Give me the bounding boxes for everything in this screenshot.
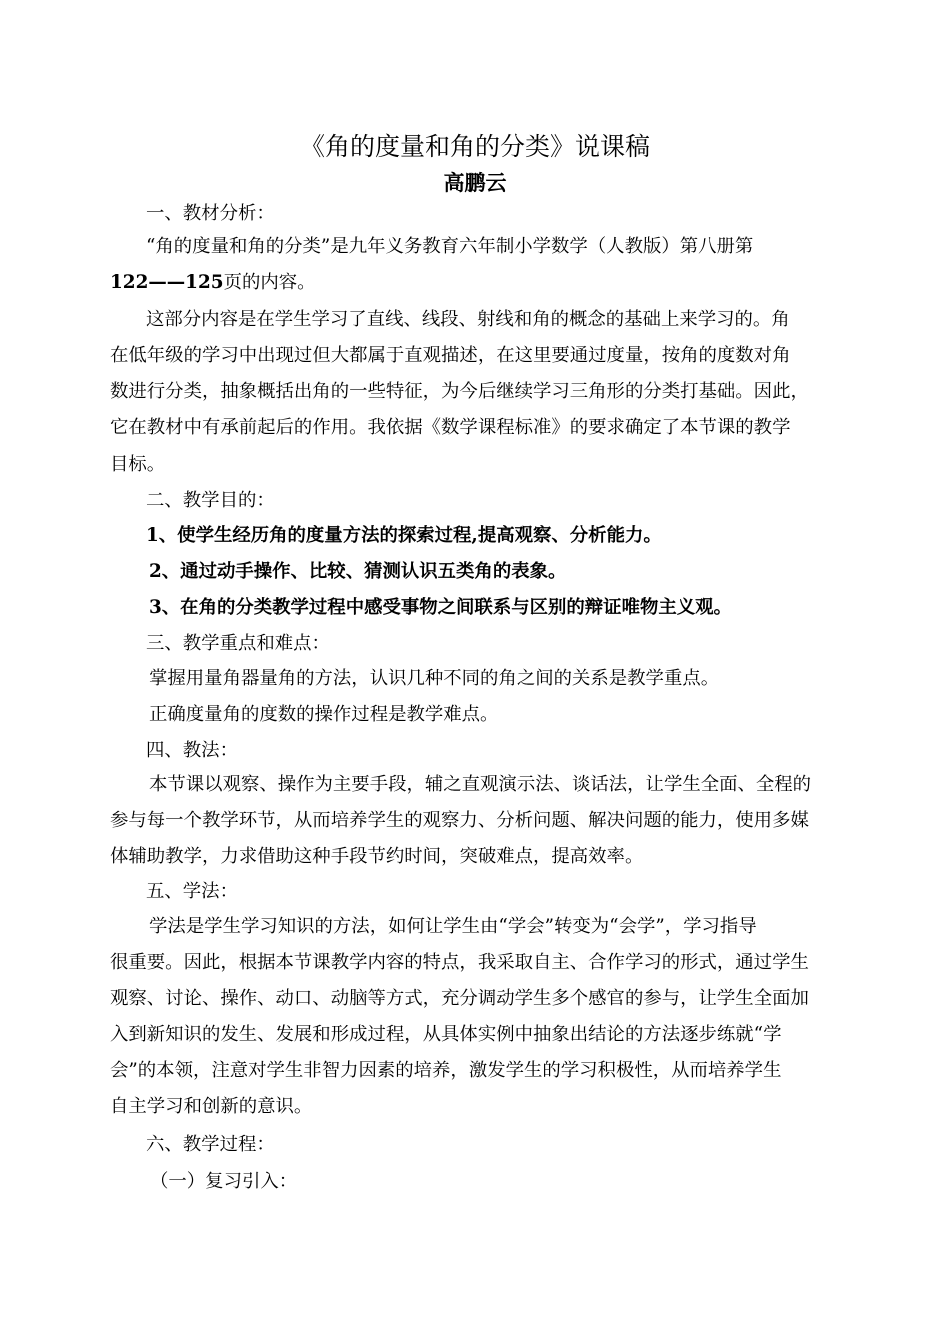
goal-item-2: 2、通过动手操作、比较、猜测认识五类角的表象。 xyxy=(149,561,567,582)
document-author: 高鹏云 xyxy=(443,171,507,195)
document-title: 《角的度量和角的分类》说课稿 xyxy=(299,132,650,161)
paragraph-line: 参与每一个教学环节，从而培养学生的观察力、分析问题、解决问题的能力，使用多媒 xyxy=(110,810,809,831)
goal-item-3: 3、在角的分类教学过程中感受事物之间联系与区别的辩证唯物主义观。 xyxy=(149,597,732,618)
paragraph-line: 目标。 xyxy=(110,454,166,475)
paragraph-line-pages xyxy=(110,268,316,298)
paragraph-line: 本节课以观察、操作为主要手段，辅之直观演示法、谈话法，让学生全面、全程的 xyxy=(149,774,812,795)
paragraph-line: 这部分内容是在学生学习了直线、线段、射线和角的概念的基础上来学习的。角 xyxy=(146,309,790,330)
paragraph-line: 体辅助教学，力求借助这种手段节约时间，突破难点，提高效率。 xyxy=(110,846,644,867)
paragraph-line: 很重要。因此，根据本节课教学内容的特点，我采取自主、合作学习的形式，通过学生 xyxy=(110,952,809,973)
paragraph-line: 它在教材中有承前起后的作用。我依据《数学课程标准》的要求确定了本节课的教学 xyxy=(110,417,791,438)
paragraph-line: 观察、讨论、操作、动口、动脑等方式，充分调动学生多个感官的参与，让学生全面加 xyxy=(110,988,809,1009)
page-range: 122——125 xyxy=(110,272,224,293)
section-heading-5: 五、学法： xyxy=(146,881,238,902)
section-heading-6: 六、教学过程： xyxy=(146,1134,275,1155)
section-heading-3: 三、教学重点和难点： xyxy=(146,633,330,654)
section-heading-2: 二、教学目的： xyxy=(146,490,275,511)
paragraph-line: 正确度量角的度数的操作过程是教学难点。 xyxy=(149,704,499,725)
section-heading-4: 四、教法： xyxy=(146,740,238,761)
subsection-heading: （一）复习引入： xyxy=(150,1171,298,1192)
paragraph-line: 数进行分类，抽象概括出角的一些特征，为今后继续学习三角形的分类打基础。因此， xyxy=(110,381,809,402)
paragraph-line: 学法是学生学习知识的方法，如何让学生由“学会”转变为“会学”，学习指导 xyxy=(149,916,757,937)
page-range-suffix: 页的内容。 xyxy=(223,272,316,293)
paragraph-line: “角的度量和角的分类”是九年义务教育六年制小学数学（人教版）第八册第 xyxy=(146,236,754,257)
goal-item-1: 1、使学生经历角的度量方法的探索过程,提高观察、分析能力。 xyxy=(146,525,662,546)
paragraph-line: 掌握用量角器量角的方法，认识几种不同的角之间的关系是教学重点。 xyxy=(149,668,720,689)
section-heading-1: 一、教材分析： xyxy=(146,203,275,224)
paragraph-line: 在低年级的学习中出现过但大都属于直观描述，在这里要通过度量，按角的度数对角 xyxy=(110,345,791,366)
paragraph-line: 自主学习和创新的意识。 xyxy=(110,1096,313,1117)
paragraph-line: 会”的本领，注意对学生非智力因素的培养，激发学生的学习积极性，从而培养学生 xyxy=(110,1060,782,1081)
paragraph-line: 入到新知识的发生、发展和形成过程，从具体实例中抽象出结论的方法逐步练就“学 xyxy=(110,1024,782,1045)
